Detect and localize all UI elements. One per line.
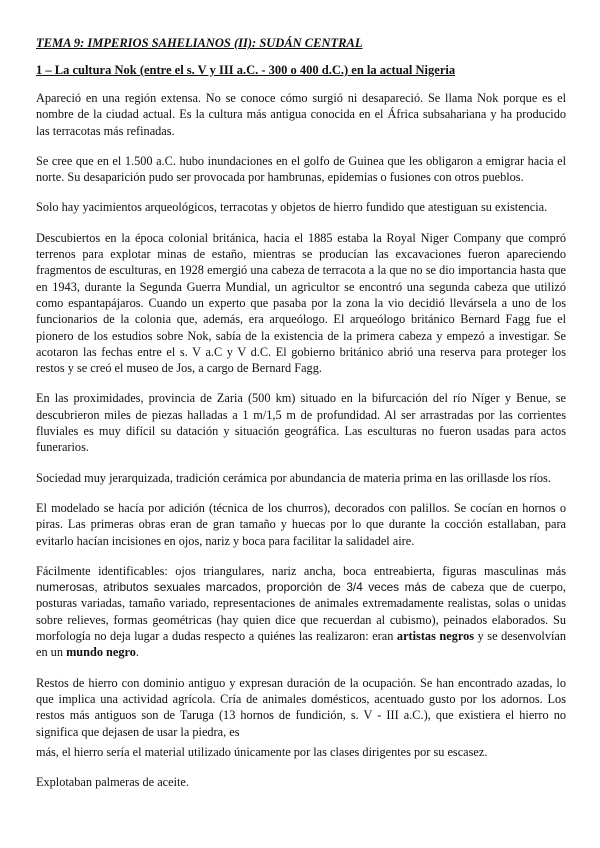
page-title: TEMA 9: IMPERIOS SAHELIANOS (II): SUDÁN CENTRAL <box>36 36 363 50</box>
paragraph-iron-continued: más, el hierro sería el material utilizado únicamente por las clases dirigentes por su escasez. <box>36 744 488 759</box>
paragraph-discovery: Descubiertos en la época colonial británica, hacia el 1885 estaba la Royal Niger Company que compró terrenos para explotar minas de estaño, mientras se producían las excavaciones fueron apareciendo fragmentos de esculturas, en 1928 emergió una cabeza de terracota a la que no se dio importancia hasta que en 1943, durante la Segunda Guerra Mundial, un agricultor se encontró una segunda cabeza que utilizó como espantapájaros. Cuando un experto que pasaba por la zona la vio decidió llevársela a uno de los funcionarios de la colonia que, además, era arqueólogo. El arqueólogo británico Bernard Fagg fue el pionero de los estudios sobre Nok, sabía de la existencia de la primera cabeza y empezó a investigar. Se acotaron las fechas entre el s. V a.C y V d.C. El gobierno británico abrió una reserva para proteger los restos y se creó el museo de Jos, a cargo de Bernard Fagg. <box>36 230 566 376</box>
features-text-a: Fácilmente identificables: ojos triangulares, nariz ancha, boca entreabierta, figuras masculinas más <box>36 563 566 578</box>
features-text-c: cabeza que de cuerpo, posturas variadas, tamaño variado, representaciones de animales extremadamente realistas, solas o unidas sobre relieves, formas geométricas (hay quien dice que recuerdan al cubismo), peinados elaborados. Su morfología no deja lugar a dudas respecto a quiénes las realizaron: eran <box>36 580 566 644</box>
paragraph-features <box>36 563 566 661</box>
paragraph-palms: Explotaban palmeras de aceite. <box>36 775 189 790</box>
paragraph-origin: Apareció en una región extensa. No se conoce cómo surgió ni desapareció. Se llama Nok porque es el nombre de la ciudad actual. Es la cultura más antigua conocida en el África subsahariana y ha producido las terracotas más refinadas. <box>36 91 566 138</box>
features-text-e: y se desenvolvían en un <box>36 629 566 660</box>
paragraph-zaria: En las proximidades, provincia de Zaria (500 km) situado en la bifurcación del río Níger y Benue, se descubrieron miles de piezas halladas a 1 m/1,5 m de profundidad. Al ser arrastradas por las corrientes fluviales es muy difícil su datación y situación geográfica. Las esculturas no fueron usadas para actos funerarios. <box>36 391 566 455</box>
paragraph-migration: Se cree que en el 1.500 a.C. hubo inundaciones en el golfo de Guinea que les obligaron a emigrar hacia el norte. Su desaparición pudo ser provocada por hambrunas, epidemias o fusiones con otros pueblos. <box>36 153 566 185</box>
paragraph-iron: Restos de hierro con dominio antiguo y expresan duración de la ocupación. Se han encontrado azadas, lo que implica una actividad agrícola. Cría de animales domésticos, acentuado gusto por los adornos. Los restos más antiguos son de Taruga (13 hornos de fundición, s. V - III a.C.), que existiera el hierro no significa que dejasen de usar la piedra, es <box>36 675 566 739</box>
features-text-b: numerosas, atributos sexuales marcados, proporción de 3/4 veces más de <box>36 580 446 595</box>
features-emphasis-artists: artistas negros <box>396 629 475 644</box>
paragraph-evidence: Solo hay yacimientos arqueológicos, terracotas y objetos de hierro fundido que atestiguan su existencia. <box>36 200 548 215</box>
paragraph-modeling: El modelado se hacía por adición (técnica de los churros), decorados con palillos. Se cocían en hornos o piras. Las primeras obras eran de gran tamaño y huecas por lo que durante la cocción estallaban, para evitarlo hacían incisiones en ojos, nariz y boca para facilitar la salidadel aire. <box>36 500 566 548</box>
paragraph-society: Sociedad muy jerarquizada, tradición cerámica por abundancia de materia prima en las orillasde los ríos. <box>36 470 551 485</box>
features-text-g: . <box>135 645 139 660</box>
section-heading: 1 – La cultura Nok (entre el s. V y III a.C. - 300 o 400 d.C.) en la actual Nigeria <box>36 63 456 77</box>
features-emphasis-world: mundo negro <box>66 645 136 660</box>
